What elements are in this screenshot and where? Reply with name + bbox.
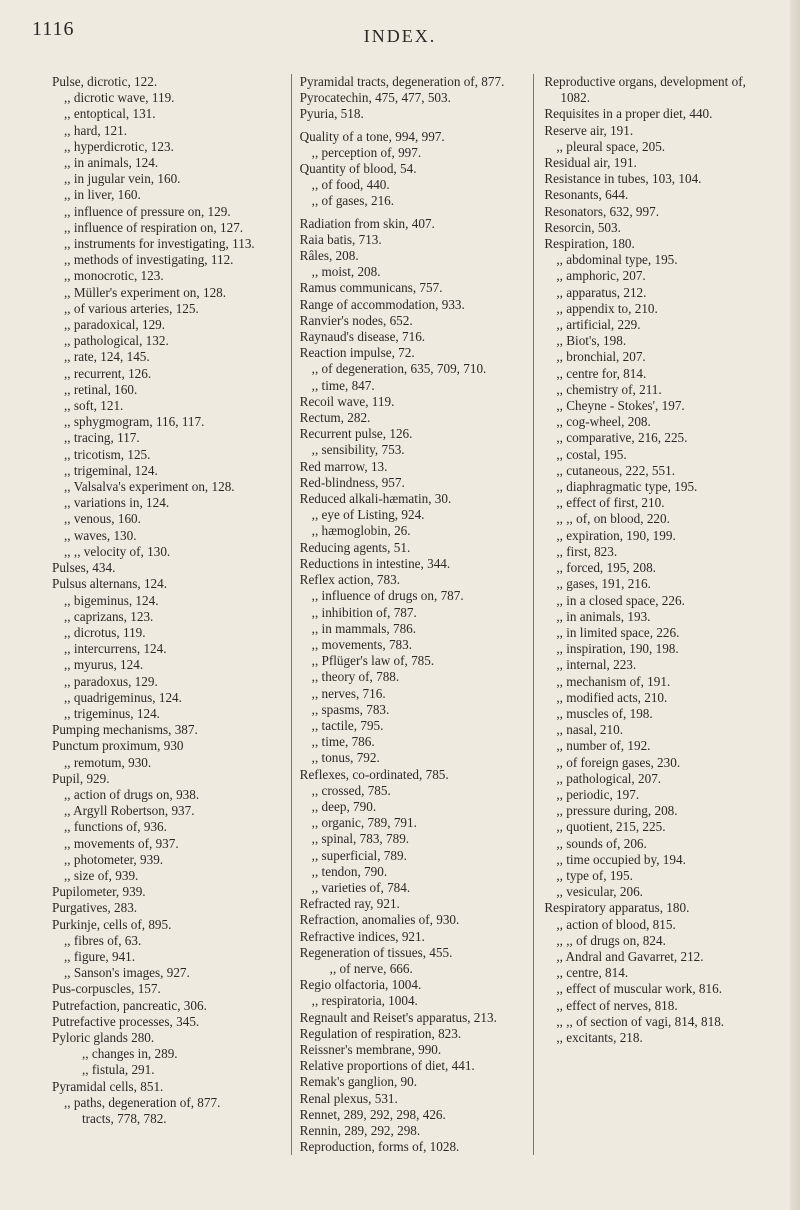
index-entry: Purgatives, 283.: [52, 900, 138, 916]
index-entry: Resistance in tubes, 103, 104.: [544, 171, 702, 187]
index-entry: ,, modified acts, 210.: [556, 689, 668, 705]
index-entry: Relative proportions of diet, 441.: [299, 1058, 475, 1074]
index-entry: Râles, 208.: [299, 248, 359, 264]
page-number: 1116: [32, 18, 75, 40]
index-entry: ,, abdominal type, 195.: [556, 252, 678, 268]
index-entry: ,, effect of nerves, 818.: [556, 997, 678, 1013]
index-entry: Pulses, 434.: [52, 560, 116, 576]
index-entry: ,, Pflüger's law of, 785.: [311, 653, 435, 669]
index-entry: ,, superficial, 789.: [311, 847, 407, 863]
index-entry: ,, moist, 208.: [311, 264, 381, 280]
index-entry: Pus-corpuscles, 157.: [52, 981, 161, 997]
index-entry: ,, sounds of, 206.: [556, 835, 647, 851]
index-entry: ,, in a closed space, 226.: [556, 592, 685, 608]
index-entry: ,, tactile, 795.: [311, 717, 384, 733]
index-entry: ,, recurrent, 126.: [64, 365, 152, 381]
index-entry: ,, cutaneous, 222, 551.: [556, 462, 676, 478]
index-entry: ,, mechanism of, 191.: [556, 673, 671, 689]
index-entry: ,, action of blood, 815.: [556, 916, 676, 932]
index-entry: ,, amphoric, 207.: [556, 268, 646, 284]
index-entry: Pulse, dicrotic, 122.: [52, 74, 158, 89]
index-entry: ,, organic, 789, 791.: [311, 815, 417, 831]
index-entry: Range of accommodation, 933.: [299, 296, 465, 312]
index-entry: Reductions in intestine, 344.: [299, 555, 451, 571]
index-entry: ,, of various arteries, 125.: [64, 300, 199, 316]
index-entry: ,, ,, of drugs on, 824.: [556, 932, 666, 948]
index-entry: ,, effect of muscular work, 816.: [556, 981, 722, 997]
index-entry: ,, waves, 130.: [64, 527, 137, 543]
index-entry: ,, hard, 121.: [64, 122, 127, 138]
index-entry: ,, movements, 783.: [311, 636, 413, 652]
index-entry: ,, monocrotic, 123.: [64, 268, 164, 284]
index-entry: ,, rate, 124, 145.: [64, 349, 150, 365]
index-entry: ,, crossed, 785.: [311, 782, 391, 798]
index-entry: Reflexes, co-ordinated, 785.: [299, 766, 449, 782]
index-entry: ,, movements of, 937.: [64, 835, 179, 851]
index-entry: ,, type of, 195.: [556, 867, 633, 883]
index-entry: Reissner's membrane, 990.: [299, 1041, 442, 1057]
index-entry: ,, myurus, 124.: [64, 657, 144, 673]
index-entry: Ranvier's nodes, 652.: [299, 312, 413, 328]
index-entry: ,, size of, 939.: [64, 867, 139, 883]
index-entry: Red-blindness, 957.: [299, 474, 405, 490]
index-entry: ,, chemistry of, 211.: [556, 381, 662, 397]
index-entry: ,, gases, 191, 216.: [556, 576, 651, 592]
index-entry: ,, perception of, 997.: [311, 144, 422, 160]
page-edge: [790, 0, 800, 1210]
index-entry: Respiratory apparatus, 180.: [544, 900, 690, 916]
index-entry: ,, spinal, 783, 789.: [311, 831, 410, 847]
index-entry: ,, Andral and Gavarret, 212.: [556, 948, 704, 964]
index-entry: Renal plexus, 531.: [299, 1090, 398, 1106]
index-entry: ,, sensibility, 753.: [311, 442, 405, 458]
index-entry: ,, trigeminus, 124.: [64, 705, 160, 721]
index-entry: ,, action of drugs on, 938.: [64, 786, 200, 802]
index-entry: Respiration, 180.: [544, 236, 635, 252]
index-entry: ,, in jugular vein, 160.: [64, 171, 181, 187]
index-entry: ,, in animals, 124.: [64, 155, 159, 171]
index-entry: Reserve air, 191.: [544, 122, 634, 138]
index-entry: Refraction, anomalies of, 930.: [299, 912, 460, 928]
index-entry: Resonants, 644.: [544, 187, 629, 203]
index-entry: ,, dicrotus, 119.: [64, 624, 146, 640]
index-entry: Quantity of blood, 54.: [299, 161, 417, 177]
index-entry: ,, respiratoria, 1004.: [311, 993, 418, 1009]
index-entry: Remak's ganglion, 90.: [299, 1074, 418, 1090]
index-entry: ,, quadrigeminus, 124.: [64, 689, 182, 705]
index-entry: ,, internal, 223.: [556, 657, 637, 673]
index-entry: ,, Valsalva's experiment on, 128.: [64, 479, 235, 495]
index-entry: Punctum proximum, 930: [52, 738, 184, 754]
index-entry: ,, ,, velocity of, 130.: [64, 543, 171, 559]
index-entry: Refracted ray, 921.: [299, 896, 400, 912]
index-entry: Raia batis, 713.: [299, 231, 382, 247]
index-entry: Reflex action, 783.: [299, 572, 400, 588]
index-entry: ,, Müller's experiment on, 128.: [64, 284, 227, 300]
index-entry: ,, number of, 192.: [556, 738, 651, 754]
index-entry: ,, instruments for investigating, 113.: [64, 236, 255, 252]
index-entry: ,, spasms, 783.: [311, 701, 390, 717]
index-entry: ,, tracing, 117.: [64, 430, 140, 446]
index-entry: ,, caprizans, 123.: [64, 608, 154, 624]
index-entry: ,, muscles of, 198.: [556, 705, 653, 721]
index-entry: ,, remotum, 930.: [64, 754, 152, 770]
index-entry: Reduced alkali-hæmatin, 30.: [299, 491, 452, 507]
index-columns: [52, 74, 778, 1155]
index-entry: Recurrent pulse, 126.: [299, 426, 413, 442]
index-entry: Ramus communicans, 757.: [299, 280, 443, 296]
index-entry: ,, costal, 195.: [556, 446, 627, 462]
index-entry: Quality of a tone, 994, 997.: [299, 128, 445, 144]
index-entry: Reproduction, forms of, 1028.: [299, 1139, 460, 1155]
index-entry: ,, influence of respiration on, 127.: [64, 219, 244, 235]
index-entry: ,, tricotism, 125.: [64, 446, 151, 462]
index-entry: Pyramidal tracts, degeneration of, 877.: [299, 74, 505, 89]
index-entry: ,, centre for, 814.: [556, 365, 647, 381]
index-entry: ,, hæmoglobin, 26.: [311, 523, 411, 539]
index-entry: Pyloric glands 280.: [52, 1029, 155, 1045]
index-entry: ,, pressure during, 208.: [556, 803, 678, 819]
index-entry: ,, nerves, 716.: [311, 685, 386, 701]
index-entry: ,, pleural space, 205.: [556, 138, 666, 154]
index-entry: ,, fistula, 291.: [82, 1062, 155, 1078]
index-entry: Regulation of respiration, 823.: [299, 1025, 462, 1041]
index-entry: Recoil wave, 119.: [299, 393, 395, 409]
index-entry: ,, soft, 121.: [64, 398, 124, 414]
index-entry: Reproductive organs, development of, 1082.: [544, 74, 746, 106]
index-entry: ,, dicrotic wave, 119.: [64, 90, 175, 106]
index-entry: Regeneration of tissues, 455.: [299, 944, 453, 960]
index-entry: ,, Argyll Robertson, 937.: [64, 803, 195, 819]
index-entry: Radiation from skin, 407.: [299, 215, 435, 231]
index-column-1: [52, 74, 291, 1155]
index-entry: ,, trigeminal, 124.: [64, 462, 158, 478]
index-entry: ,, nasal, 210.: [556, 722, 624, 738]
index-entry: Pyuria, 518.: [299, 106, 364, 122]
index-entry: ,, influence of pressure on, 129.: [64, 203, 231, 219]
index-entry: ,, in mammals, 786.: [311, 620, 417, 636]
index-entry: ,, bigeminus, 124.: [64, 592, 159, 608]
index-entry: ,, changes in, 289.: [82, 1046, 178, 1062]
index-entry: ,, pathological, 132.: [64, 333, 169, 349]
index-entry: ,, in limited space, 226.: [556, 624, 680, 640]
index-entry: ,, hyperdicrotic, 123.: [64, 138, 174, 154]
index-entry: ,, eye of Listing, 924.: [311, 507, 425, 523]
index-entry: ,, appendix to, 210.: [556, 300, 658, 316]
index-entry: ,, in liver, 160.: [64, 187, 141, 203]
index-entry: Putrefaction, pancreatic, 306.: [52, 997, 207, 1013]
index-entry: ,, apparatus, 212.: [556, 284, 647, 300]
index-entry: ,, paradoxus, 129.: [64, 673, 158, 689]
index-entry: ,, time occupied by, 194.: [556, 851, 686, 867]
index-entry: ,, functions of, 936.: [64, 819, 167, 835]
index-entry: Resorcin, 503.: [544, 219, 621, 235]
index-entry: Pyrocatechin, 475, 477, 503.: [299, 90, 451, 106]
index-entry: ,, quotient, 215, 225.: [556, 819, 666, 835]
index-entry: Requisites in a proper diet, 440.: [544, 106, 713, 122]
index-entry: Red marrow, 13.: [299, 458, 388, 474]
index-entry: ,, photometer, 939.: [64, 851, 164, 867]
index-column-2: [292, 74, 534, 1155]
index-entry: Refractive indices, 921.: [299, 928, 425, 944]
index-entry: ,, expiration, 190, 199.: [556, 527, 676, 543]
index-entry: ,, bronchial, 207.: [556, 349, 646, 365]
index-entry: ,, variations in, 124.: [64, 495, 170, 511]
index-entry: ,, comparative, 216, 225.: [556, 430, 688, 446]
index-entry: ,, effect of first, 210.: [556, 495, 665, 511]
index-entry: ,, excitants, 218.: [556, 1029, 643, 1045]
index-entry: Pulsus alternans, 124.: [52, 576, 168, 592]
index-entry: Residual air, 191.: [544, 155, 637, 171]
index-entry: ,, of food, 440.: [311, 177, 390, 193]
index-entry: ,, forced, 195, 208.: [556, 560, 656, 576]
index-entry: ,, diaphragmatic type, 195.: [556, 479, 698, 495]
index-entry: Pumping mechanisms, 387.: [52, 722, 198, 738]
index-entry: ,, ,, of section of vagi, 814, 818.: [556, 1013, 725, 1029]
index-entry: ,, periodic, 197.: [556, 786, 640, 802]
index-entry: ,, cog-wheel, 208.: [556, 414, 651, 430]
index-entry: ,, intercurrens, 124.: [64, 641, 167, 657]
index-entry: ,, deep, 790.: [311, 798, 377, 814]
index-entry: ,, artificial, 229.: [556, 317, 641, 333]
index-entry: ,, theory of, 788.: [311, 669, 400, 685]
index-entry: Resonators, 632, 997.: [544, 203, 659, 219]
index-entry: ,, of nerve, 666.: [329, 960, 413, 976]
index-entry: ,, varieties of, 784.: [311, 879, 411, 895]
index-entry: Pupil, 929.: [52, 770, 110, 786]
index-entry: Purkinje, cells of, 895.: [52, 916, 172, 932]
index-entry: ,, figure, 941.: [64, 948, 136, 964]
index-entry: ,, Biot's, 198.: [556, 333, 627, 349]
index-entry: Reaction impulse, 72.: [299, 345, 415, 361]
index-entry: ,, paradoxical, 129.: [64, 317, 166, 333]
index-entry: ,, tendon, 790.: [311, 863, 388, 879]
index-entry: ,, inhibition of, 787.: [311, 604, 417, 620]
index-entry: ,, in animals, 193.: [556, 608, 651, 624]
index-entry: Pyramidal cells, 851.: [52, 1078, 164, 1094]
index-entry: Putrefactive processes, 345.: [52, 1013, 200, 1029]
index-entry: ,, time, 786.: [311, 734, 375, 750]
index-entry: ,, fibres of, 63.: [64, 932, 142, 948]
index-entry: ,, pathological, 207.: [556, 770, 662, 786]
index-entry: ,, Cheyne - Stokes', 197.: [556, 398, 685, 414]
index-entry: ,, ,, of, on blood, 220.: [556, 511, 670, 527]
index-entry: ,, retinal, 160.: [64, 381, 138, 397]
index-entry: ,, of foreign gases, 230.: [556, 754, 681, 770]
index-entry: Pupilometer, 939.: [52, 884, 146, 900]
running-head: INDEX.: [363, 26, 437, 46]
index-entry: ,, sphygmogram, 116, 117.: [64, 414, 205, 430]
index-entry: ,, venous, 160.: [64, 511, 141, 527]
index-entry: ,, first, 823.: [556, 543, 618, 559]
index-entry: Regnault and Reiset's apparatus, 213.: [299, 1009, 497, 1025]
index-entry: ,, of degeneration, 635, 709, 710.: [311, 361, 487, 377]
index-entry: ,, of gases, 216.: [311, 193, 395, 209]
index-entry: Reducing agents, 51.: [299, 539, 411, 555]
index-column-3: [534, 74, 778, 1155]
index-entry: ,, time, 847.: [311, 377, 375, 393]
index-entry: ,, influence of drugs on, 787.: [311, 588, 464, 604]
index-entry: ,, vesicular, 206.: [556, 884, 643, 900]
index-entry: tracts, 778, 782.: [82, 1111, 167, 1126]
index-entry: ,, inspiration, 190, 198.: [556, 641, 679, 657]
index-entry: ,, paths, degeneration of, 877.: [64, 1094, 221, 1110]
index-entry: ,, centre, 814.: [556, 965, 629, 981]
index-entry: ,, methods of investigating, 112.: [64, 252, 234, 268]
index-entry: ,, entoptical, 131.: [64, 106, 156, 122]
index-entry: ,, Sanson's images, 927.: [64, 965, 190, 981]
index-entry: Rectum, 282.: [299, 410, 371, 426]
index-entry: ,, tonus, 792.: [311, 750, 380, 766]
index-entry: Raynaud's disease, 716.: [299, 329, 426, 345]
index-entry: Rennin, 289, 292, 298.: [299, 1123, 421, 1138]
index-entry: Rennet, 289, 292, 298, 426.: [299, 1106, 446, 1122]
index-entry: Regio olfactoria, 1004.: [299, 977, 422, 993]
